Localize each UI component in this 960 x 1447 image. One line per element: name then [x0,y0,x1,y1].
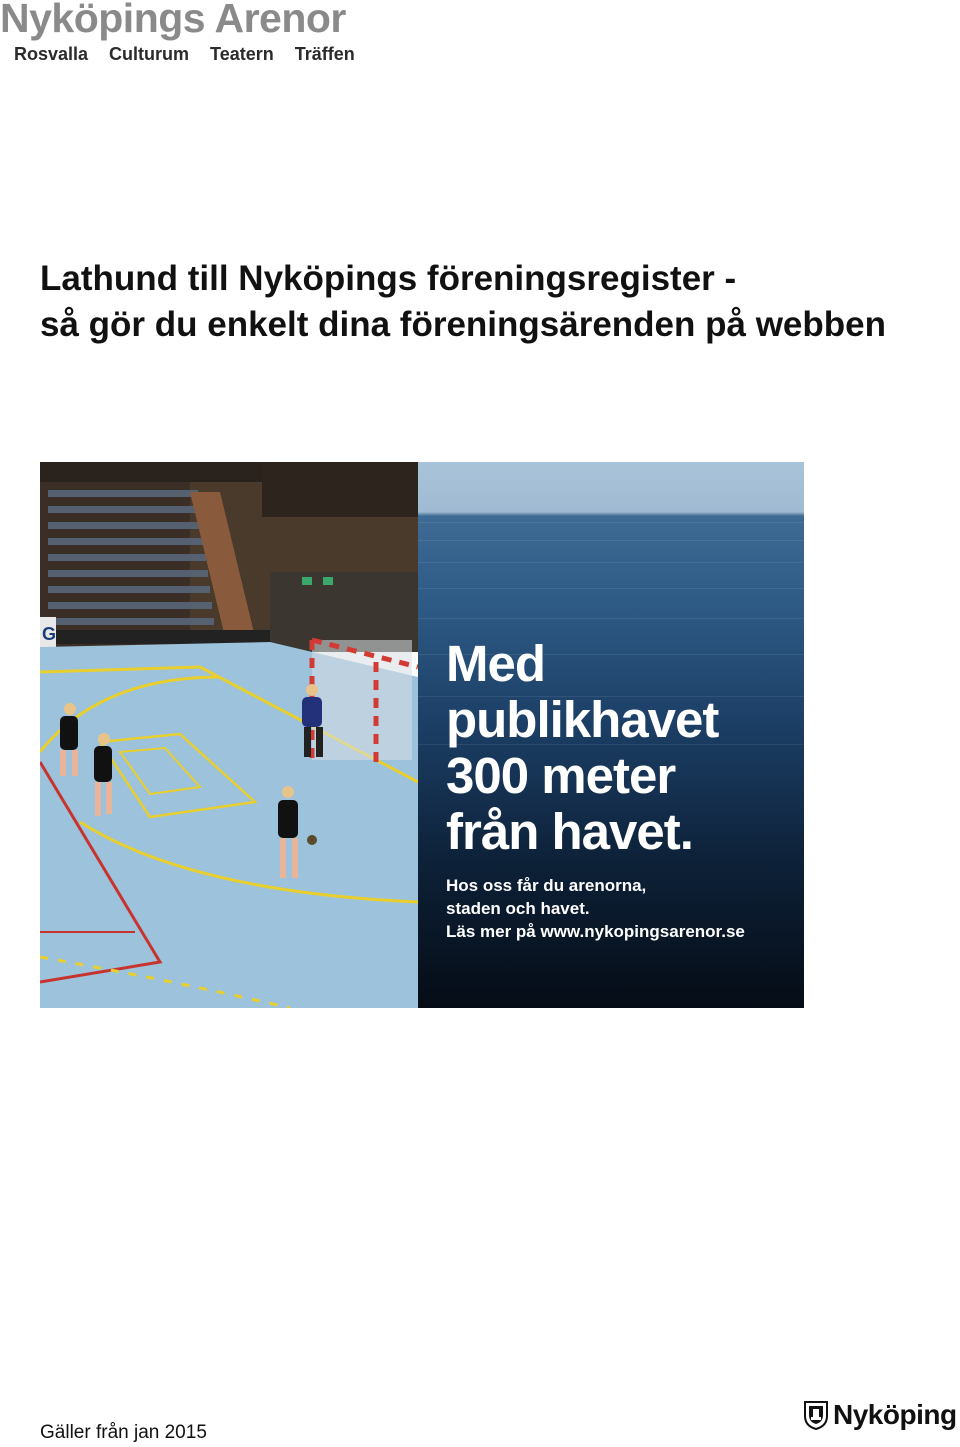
venue-culturum: Culturum [109,44,190,64]
venue-traffen: Träffen [294,44,355,64]
venue-list [14,44,355,65]
handball-court-illustration [40,462,418,1008]
subtext-line-3: Läs mer på www.nykopingsarenor.se [446,922,745,941]
slogan-line-4: från havet. [446,803,693,860]
slogan-line-3: 300 meter [446,747,676,804]
document-title-line-1: Lathund till Nyköpings föreningsregister - [40,259,737,298]
municipality-logo [803,1399,957,1431]
slogan-line-2: publikhavet [446,691,719,748]
handball-court-photo [40,462,418,1008]
coat-of-arms-icon [803,1400,829,1430]
document-title-line-2: så gör du enkelt dina föreningsärenden på webben [40,305,886,344]
slogan-line-1: Med [446,635,545,692]
court-letter: G [42,624,57,644]
logo-wordmark: Nyköping [833,1399,957,1430]
sea-advert-panel [418,462,804,1008]
valid-from-date: Gäller från jan 2015 [40,1422,207,1443]
subtext-line-1: Hos oss får du arenorna, [446,876,647,895]
venue-teatern: Teatern [210,44,274,64]
hero-image [40,462,804,1008]
advert-slogan [446,636,718,860]
venue-rosvalla: Rosvalla [14,44,89,64]
brand-title: Nyköpings Arenor [0,0,346,41]
document-title [40,256,886,348]
advert-subtext [446,874,745,943]
subtext-line-2: staden och havet. [446,899,590,918]
